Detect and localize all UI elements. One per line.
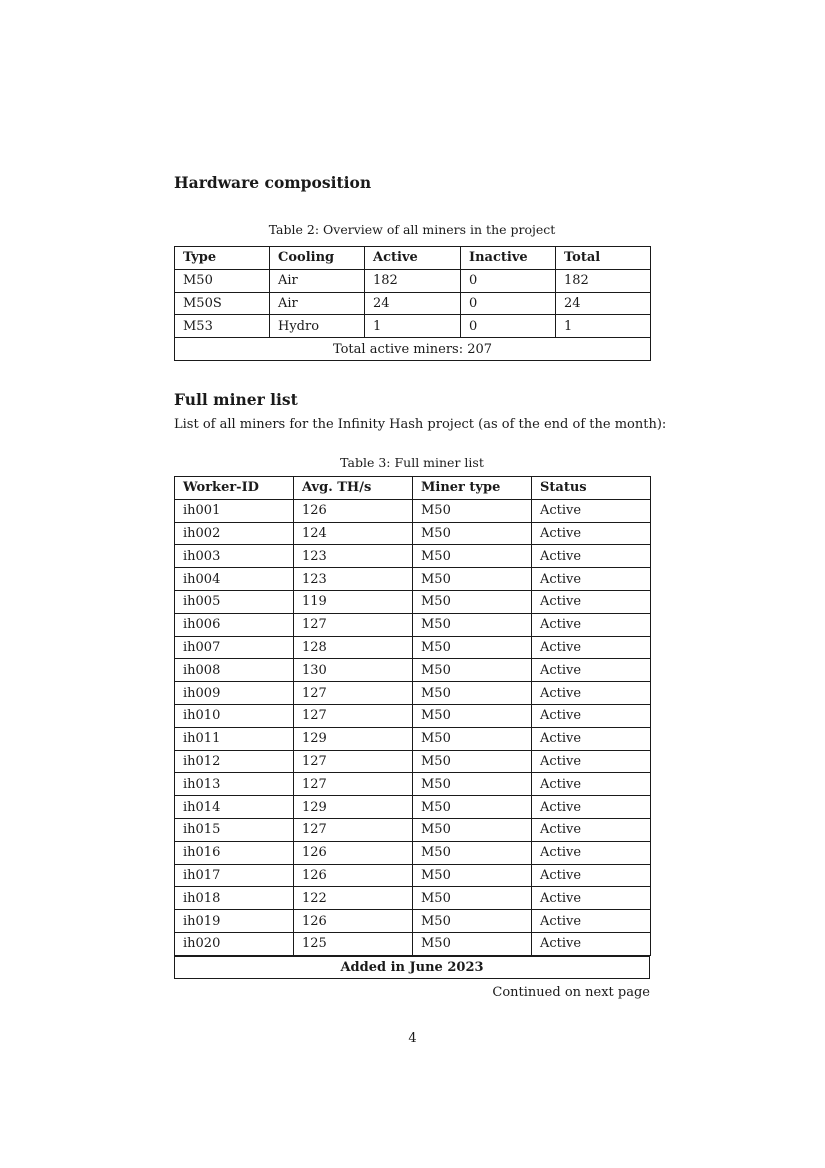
table-cell: M50 bbox=[413, 682, 532, 705]
table-cell: 0 bbox=[461, 269, 556, 292]
table-cell: 127 bbox=[294, 818, 413, 841]
table-row bbox=[175, 773, 651, 796]
table-cell: Active bbox=[532, 590, 651, 613]
table-cell: 127 bbox=[294, 682, 413, 705]
page-number: 4 bbox=[408, 1031, 417, 1046]
table-row bbox=[175, 841, 651, 864]
table-cell: ih002 bbox=[175, 522, 294, 545]
table-row bbox=[175, 522, 651, 545]
table-cell: 126 bbox=[294, 841, 413, 864]
table-cell: 24 bbox=[556, 292, 651, 315]
table-row bbox=[175, 818, 651, 841]
table-cell: Air bbox=[270, 292, 365, 315]
table-cell: 127 bbox=[294, 704, 413, 727]
table-cell: 123 bbox=[294, 568, 413, 591]
table-cell: 123 bbox=[294, 545, 413, 568]
table-cell: ih010 bbox=[175, 704, 294, 727]
table-cell: Active bbox=[532, 522, 651, 545]
table-cell: Active bbox=[532, 636, 651, 659]
table-cell: M50 bbox=[413, 636, 532, 659]
header-avg-ths: Avg. TH/s bbox=[294, 477, 413, 500]
table-cell: 130 bbox=[294, 659, 413, 682]
table-cell: Active bbox=[532, 818, 651, 841]
table-cell: Active bbox=[532, 773, 651, 796]
table-cell: M50 bbox=[413, 750, 532, 773]
table-cell: ih017 bbox=[175, 864, 294, 887]
header-total: Total bbox=[556, 247, 651, 270]
table2-caption: Table 2: Overview of all miners in the project bbox=[268, 222, 556, 237]
table-cell: 119 bbox=[294, 590, 413, 613]
table-row bbox=[175, 315, 651, 338]
table-cell: 1 bbox=[556, 315, 651, 338]
table-row bbox=[175, 499, 651, 522]
header-worker-id: Worker-ID bbox=[175, 477, 294, 500]
table3-header-row bbox=[175, 477, 651, 500]
table-cell: ih019 bbox=[175, 910, 294, 933]
table-cell: ih016 bbox=[175, 841, 294, 864]
table-cell: ih005 bbox=[175, 590, 294, 613]
table2-header-row bbox=[175, 247, 651, 270]
table-cell: M50 bbox=[175, 269, 270, 292]
table-cell: M50S bbox=[175, 292, 270, 315]
table-cell: M50 bbox=[413, 659, 532, 682]
table-row bbox=[175, 704, 651, 727]
table-cell: ih003 bbox=[175, 545, 294, 568]
table-cell: ih012 bbox=[175, 750, 294, 773]
table-row bbox=[175, 292, 651, 315]
table-cell: M53 bbox=[175, 315, 270, 338]
miners-overview-table bbox=[174, 246, 651, 361]
table-cell: ih020 bbox=[175, 932, 294, 955]
table-cell: 24 bbox=[365, 292, 461, 315]
table-cell: Active bbox=[532, 613, 651, 636]
header-type: Type bbox=[175, 247, 270, 270]
table-cell: Active bbox=[532, 910, 651, 933]
table-cell: 126 bbox=[294, 499, 413, 522]
table-cell: M50 bbox=[413, 773, 532, 796]
table-cell: 128 bbox=[294, 636, 413, 659]
table-cell: Active bbox=[532, 682, 651, 705]
table-cell: ih009 bbox=[175, 682, 294, 705]
header-active: Active bbox=[365, 247, 461, 270]
table-cell: 1 bbox=[365, 315, 461, 338]
table-row bbox=[175, 636, 651, 659]
table-cell: Air bbox=[270, 269, 365, 292]
table-cell: ih011 bbox=[175, 727, 294, 750]
table-cell: M50 bbox=[413, 522, 532, 545]
table-cell: M50 bbox=[413, 727, 532, 750]
table-cell: 124 bbox=[294, 522, 413, 545]
table-row bbox=[175, 727, 651, 750]
full-miner-table bbox=[174, 476, 651, 956]
table-cell: M50 bbox=[413, 910, 532, 933]
table-cell: 0 bbox=[461, 292, 556, 315]
table-cell: 126 bbox=[294, 864, 413, 887]
table-cell: Active bbox=[532, 568, 651, 591]
table-cell: M50 bbox=[413, 613, 532, 636]
table-cell: 182 bbox=[556, 269, 651, 292]
table-cell: M50 bbox=[413, 568, 532, 591]
table-cell: M50 bbox=[413, 818, 532, 841]
table-row bbox=[175, 659, 651, 682]
table-row bbox=[175, 796, 651, 819]
table-cell: ih006 bbox=[175, 613, 294, 636]
table-cell: M50 bbox=[413, 704, 532, 727]
table-cell: Active bbox=[532, 545, 651, 568]
table-cell: M50 bbox=[413, 499, 532, 522]
table-cell: ih014 bbox=[175, 796, 294, 819]
table-cell: 127 bbox=[294, 773, 413, 796]
table-row bbox=[175, 887, 651, 910]
miner-list-intro: List of all miners for the Infinity Hash project (as of the end of the month): bbox=[174, 417, 667, 432]
header-cooling: Cooling bbox=[270, 247, 365, 270]
table-row bbox=[175, 568, 651, 591]
table-cell: M50 bbox=[413, 796, 532, 819]
table-row bbox=[175, 682, 651, 705]
table-cell: Active bbox=[532, 864, 651, 887]
table3-caption: Table 3: Full miner list bbox=[340, 455, 484, 470]
table-cell: M50 bbox=[413, 841, 532, 864]
table-cell: Active bbox=[532, 704, 651, 727]
table-cell: 129 bbox=[294, 727, 413, 750]
table-cell: M50 bbox=[413, 887, 532, 910]
table2-footer-row bbox=[175, 338, 651, 361]
table-cell: 127 bbox=[294, 750, 413, 773]
table-row bbox=[175, 613, 651, 636]
group-label-added-june-2023: Added in June 2023 bbox=[174, 956, 650, 979]
continued-note: Continued on next page bbox=[492, 985, 650, 1000]
table-cell: Active bbox=[532, 499, 651, 522]
table-cell: 126 bbox=[294, 910, 413, 933]
table-cell: 122 bbox=[294, 887, 413, 910]
table-cell: 0 bbox=[461, 315, 556, 338]
table-cell: 129 bbox=[294, 796, 413, 819]
table-cell: ih013 bbox=[175, 773, 294, 796]
table-cell: Hydro bbox=[270, 315, 365, 338]
table-cell: ih008 bbox=[175, 659, 294, 682]
table-cell: Active bbox=[532, 796, 651, 819]
header-miner-type: Miner type bbox=[413, 477, 532, 500]
header-status: Status bbox=[532, 477, 651, 500]
table-cell: M50 bbox=[413, 590, 532, 613]
full-miner-list-heading: Full miner list bbox=[174, 390, 298, 409]
table-row bbox=[175, 545, 651, 568]
table-cell: Active bbox=[532, 887, 651, 910]
table-row bbox=[175, 590, 651, 613]
header-inactive: Inactive bbox=[461, 247, 556, 270]
table-row bbox=[175, 932, 651, 955]
table-cell: Active bbox=[532, 750, 651, 773]
table-row bbox=[175, 269, 651, 292]
table-cell: Active bbox=[532, 841, 651, 864]
table-cell: ih007 bbox=[175, 636, 294, 659]
table-row bbox=[175, 910, 651, 933]
table-cell: 127 bbox=[294, 613, 413, 636]
table-cell: Active bbox=[532, 659, 651, 682]
table-cell: 182 bbox=[365, 269, 461, 292]
table-cell: ih018 bbox=[175, 887, 294, 910]
total-active-miners: Total active miners: 207 bbox=[175, 338, 651, 361]
table-row bbox=[175, 864, 651, 887]
table-cell: ih015 bbox=[175, 818, 294, 841]
table-cell: M50 bbox=[413, 864, 532, 887]
table-cell: M50 bbox=[413, 932, 532, 955]
table-cell: ih004 bbox=[175, 568, 294, 591]
table-cell: ih001 bbox=[175, 499, 294, 522]
table-cell: Active bbox=[532, 932, 651, 955]
table-cell: M50 bbox=[413, 545, 532, 568]
table-cell: Active bbox=[532, 727, 651, 750]
table-cell: 125 bbox=[294, 932, 413, 955]
hardware-composition-heading: Hardware composition bbox=[174, 173, 372, 192]
table-row bbox=[175, 750, 651, 773]
